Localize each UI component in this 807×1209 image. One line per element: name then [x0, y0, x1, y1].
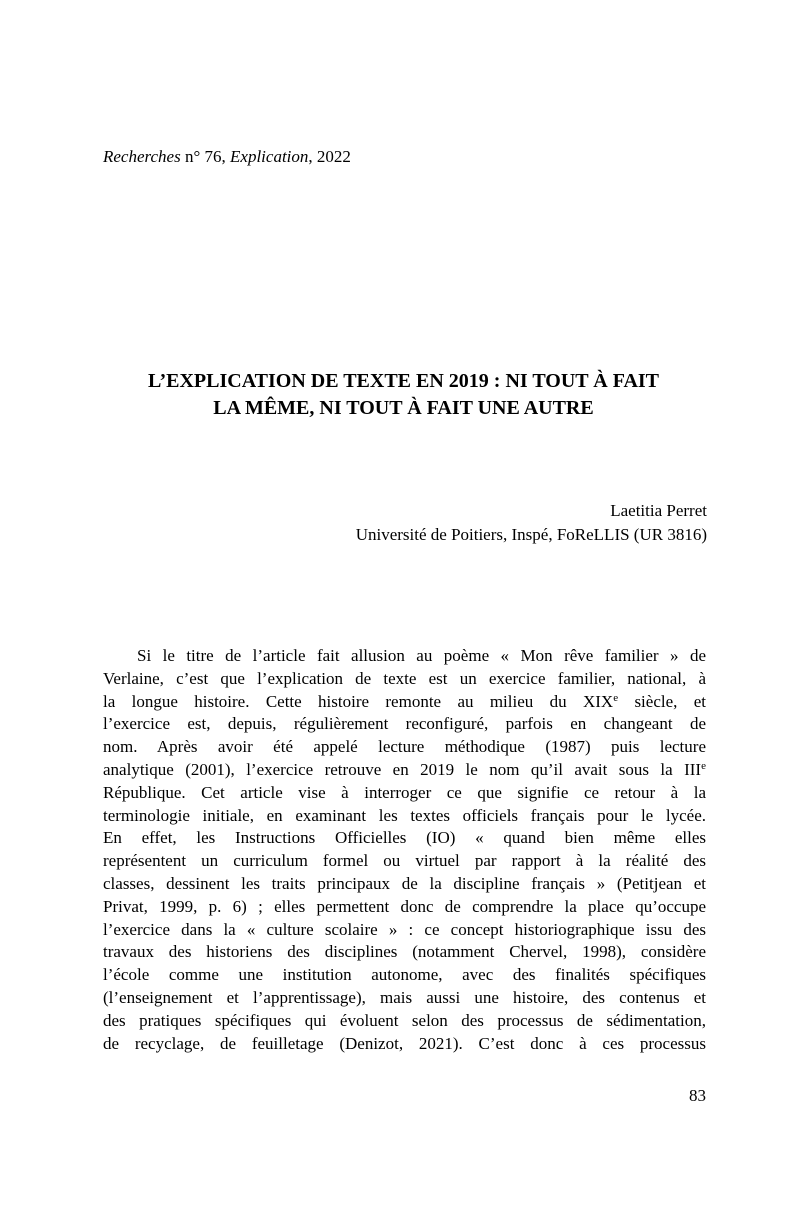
body-line: nom. Après avoir été appelé lecture méthodique (1987) puis lecture: [103, 737, 706, 757]
author-name: Laetitia Perret: [610, 501, 707, 520]
body-line: de recyclage, de feuilletage (Denizot, 2021). C’est donc à ces processus: [103, 1033, 706, 1053]
body-line: Privat, 1999, p. 6) ; elles permettent donc de comprendre la place qu’occupe: [103, 896, 706, 916]
journal-year: , 2022: [308, 147, 351, 166]
body-line-text: siècle, et: [618, 691, 707, 711]
body-line: travaux des historiens des disciplines (notamment Chervel, 1998), considère: [103, 942, 706, 962]
superscript-e: e: [613, 691, 619, 704]
journal-header: [103, 146, 351, 168]
body-line: représentent un curriculum formel ou virtuel par rapport à la réalité des: [103, 851, 706, 871]
body-line: [103, 691, 706, 714]
body-line: [103, 759, 706, 782]
body-line: Si le titre de l’article fait allusion au poème « Mon rêve familier » de: [137, 646, 706, 665]
body-line: l’école comme une institution autonome, avec des finalités spécifiques: [103, 965, 706, 985]
body-line: République. Cet article vise à interroger ce que signifie ce retour à la: [103, 782, 706, 802]
body-line: des pratiques spécifiques qui évoluent selon des processus de sédimentation,: [103, 1010, 706, 1030]
body-line: En effet, les Instructions Officielles (IO) « quand bien même elles: [103, 828, 706, 848]
body-line: classes, dessinent les traits principaux de la discipline français » (Petitjean et: [103, 873, 706, 893]
body-line: terminologie initiale, en examinant les textes officiels français pour le lycée.: [103, 805, 706, 825]
body-line: (l’enseignement et l’apprentissage), mais aussi une histoire, des contenus et: [103, 987, 706, 1007]
journal-name: Recherches: [103, 147, 181, 166]
journal-theme: Explication: [230, 147, 309, 166]
body-line-text: la longue histoire. Cette histoire remonte au milieu du XIX: [103, 691, 614, 711]
body-line: Verlaine, c’est que l’explication de texte est un exercice familier, national, à: [103, 668, 706, 688]
page-number: 83: [689, 1086, 706, 1105]
author-block: [356, 499, 707, 547]
superscript-e: e: [701, 759, 706, 772]
body-paragraph: [103, 645, 706, 1055]
journal-issue: n° 76,: [180, 147, 231, 166]
article-title-line-2: LA MÊME, NI TOUT À FAIT UNE AUTRE: [213, 397, 594, 419]
body-line: l’exercice est, depuis, régulièrement reconfiguré, parfois en changeant de: [103, 714, 706, 734]
body-line-text: analytique (2001), l’exercice retrouve en 2019 le nom qu’il avait sous la III: [103, 759, 702, 779]
author-affiliation: Université de Poitiers, Inspé, FoReLLIS (UR 3816): [355, 525, 707, 544]
article-title: [95, 368, 712, 422]
body-line: l’exercice dans la « culture scolaire » : ce concept historiographique issu des: [103, 919, 706, 939]
article-title-line-1: L’EXPLICATION DE TEXTE EN 2019 : NI TOUT À FAIT: [147, 370, 660, 392]
